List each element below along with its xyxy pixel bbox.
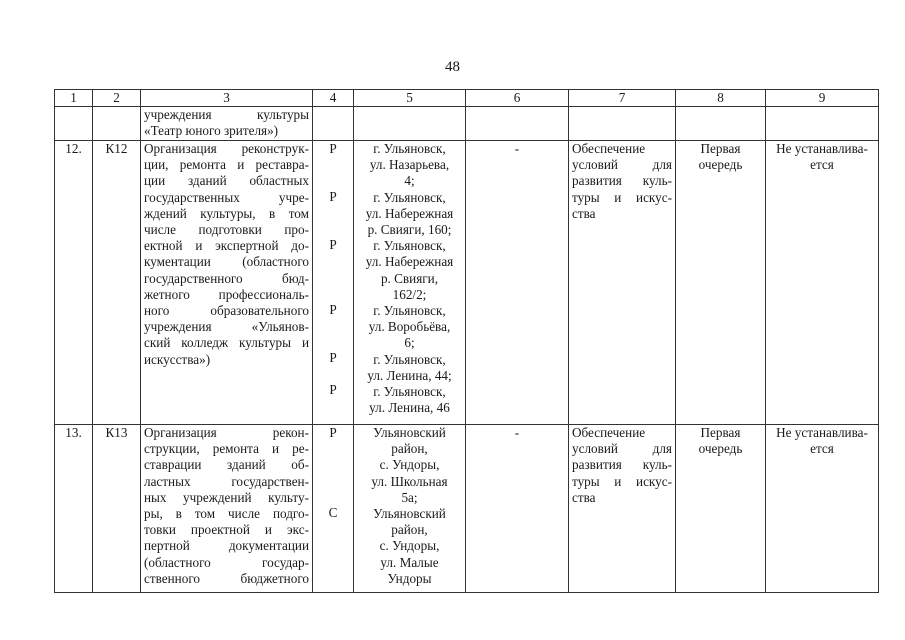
address-line: Ульяновский <box>373 425 446 440</box>
work-type: Р <box>329 189 337 205</box>
location-column <box>354 141 466 425</box>
page-number: 48 <box>445 59 460 75</box>
location-column <box>354 425 466 593</box>
address-line: ул. Ленина, 46 <box>369 400 450 416</box>
header-cell-4: 4 <box>313 90 354 107</box>
document-table <box>54 89 879 593</box>
address-line: Ундоры <box>387 570 432 586</box>
header-cell-5: 5 <box>354 90 466 107</box>
address-line: ул. Воробьёва, <box>368 319 451 335</box>
work-type: Р <box>329 301 337 317</box>
work-type-column <box>313 425 354 593</box>
address-line: г. Ульяновск, <box>373 384 446 400</box>
object-code: К13 <box>93 425 141 593</box>
work-type: Р <box>329 349 337 365</box>
address-line: район, <box>391 522 428 538</box>
address-line: г. Ульяновск, <box>373 303 446 319</box>
address-line: г. Ульяновск, <box>373 141 446 156</box>
work-type: Р <box>329 237 337 253</box>
address-line: р. Свияги, <box>380 270 439 286</box>
address-line: 6; <box>404 335 415 351</box>
work-type: Р <box>329 425 337 440</box>
column-6-value: - <box>466 425 569 593</box>
work-type: С <box>328 505 338 521</box>
address-line: ул. Школьная <box>371 473 448 489</box>
column-6-value: - <box>466 141 569 425</box>
work-type: Р <box>329 141 337 156</box>
address-line: 162/2; <box>392 286 427 302</box>
address-line: с. Ундоры, <box>379 457 440 473</box>
object-description: Организация реконструк- ции, ремонта и реставра- ции зданий областных государственных учре- ждений культуры, в том числе подготовки про- ектной и экспертной до- кументации (областного государственного бюд- жетного профессиональ- ного образовательного учреждения «Ульянов- ский колледж культуры и искусства») <box>141 141 313 425</box>
address-line: г. Ульяновск, <box>373 351 446 367</box>
work-type: Р <box>329 382 337 398</box>
continuation-row <box>55 107 879 141</box>
priority: Первая очередь <box>676 425 766 593</box>
address-line: 5а; <box>401 489 418 505</box>
table-row-12 <box>55 141 879 425</box>
object-description: Организация рекон- струкции, ремонта и ре- ставрации зданий об- ластных государствен- ных учреждений культу- ры, в том числе подго- товки проектной и экс- пертной документации (областного государ- ственного бюджетного <box>141 425 313 593</box>
protection-zone: Не устанавлива- ется <box>766 425 879 593</box>
work-type-column <box>313 141 354 425</box>
table-row-13 <box>55 425 879 593</box>
address-line: ул. Назарьева, <box>369 157 450 173</box>
address-line: ул. Набережная <box>365 254 454 270</box>
address-line: с. Ундоры, <box>379 538 440 554</box>
header-cell-3: 3 <box>141 90 313 107</box>
header-row <box>55 90 879 107</box>
header-cell-8: 8 <box>676 90 766 107</box>
header-cell-7: 7 <box>569 90 676 107</box>
address-line: г. Ульяновск, <box>373 238 446 254</box>
address-line: район, <box>391 441 428 457</box>
header-cell-6: 6 <box>466 90 569 107</box>
purpose: Обеспечение условий для развития куль- туры и искус- ства <box>569 141 676 425</box>
object-code: К12 <box>93 141 141 425</box>
address-line: г. Ульяновск, <box>373 189 446 205</box>
header-cell-1: 1 <box>55 90 93 107</box>
address-line: Ульяновский <box>373 506 446 522</box>
priority: Первая очередь <box>676 141 766 425</box>
address-line: ул. Набережная <box>365 205 454 221</box>
continuation-description: учреждения культуры «Театр юного зрителя») <box>141 107 313 141</box>
purpose: Обеспечение условий для развития куль- туры и искус- ства <box>569 425 676 593</box>
header-cell-2: 2 <box>93 90 141 107</box>
address-line: ул. Ленина, 44; <box>367 367 452 383</box>
header-cell-9: 9 <box>766 90 879 107</box>
address-line: 4; <box>404 173 415 189</box>
row-number: 12. <box>55 141 93 425</box>
protection-zone: Не устанавлива- ется <box>766 141 879 425</box>
address-line: ул. Малые <box>380 554 439 570</box>
address-line: р. Свияги, 160; <box>367 222 452 238</box>
row-number: 13. <box>55 425 93 593</box>
